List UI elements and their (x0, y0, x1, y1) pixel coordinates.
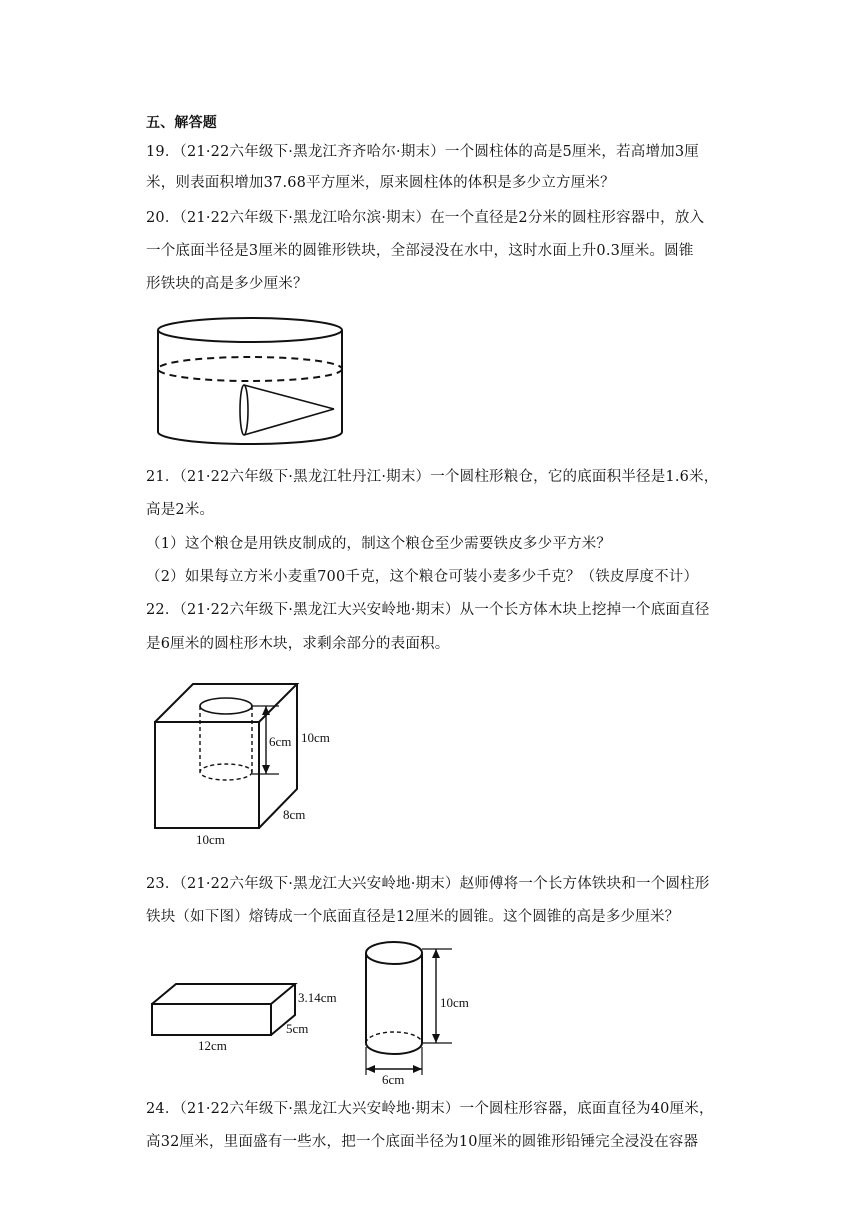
section-title: 五、解答题 (146, 115, 217, 131)
q22-depth-label: 6cm (269, 734, 292, 749)
q19-line-2: 米，则表面积增加37.68平方厘米，原来圆柱体的体积是多少立方厘米？ (146, 175, 615, 191)
q23-box-length-label: 12cm (198, 1038, 227, 1053)
q22-width-label: 8cm (283, 807, 306, 822)
q23-line-2: 铁块（如下图）熔铸成一个底面直径是12厘米的圆锥。这个圆锥的高是多少厘米？ (146, 909, 680, 925)
q21-part-1: （1）这个粮仓是用铁皮制成的，制这个粮仓至少需要铁皮多少平方米？ (146, 536, 612, 552)
q20-figure-container-with-cone (154, 314, 354, 449)
q22-height-label: 10cm (301, 730, 330, 745)
q20-line-2: 一个底面半径是3厘米的圆锥形铁块，全部浸没在水中，这时水面上升0.3厘米。圆锥 (146, 243, 694, 259)
q21-line-1: 21．（21·22六年级下·黑龙江牡丹江·期末）一个圆柱形粮仓，它的底面积半径是1.6米， (146, 469, 719, 485)
q23-line-1: 23．（21·22六年级下·黑龙江大兴安岭地·期末）赵师傅将一个长方体铁块和一个圆柱形 (146, 876, 710, 892)
q23-cyl-diameter-label: 6cm (382, 1072, 405, 1087)
q23-cyl-height-label: 10cm (440, 995, 469, 1010)
q20-line-3: 形铁块的高是多少厘米？ (146, 276, 308, 292)
q23-figure-cylinder (356, 935, 486, 1087)
q23-figure-cuboid (146, 975, 356, 1055)
q22-figure-cuboid-with-hole (146, 676, 356, 851)
q22-length-label: 10cm (196, 832, 225, 847)
q20-line-1: 20．（21·22六年级下·黑龙江哈尔滨·期末）在一个直径是2分米的圆柱形容器中，放入 (146, 210, 705, 226)
q22-line-1: 22．（21·22六年级下·黑龙江大兴安岭地·期末）从一个长方体木块上挖掉一个底面直径 (146, 602, 710, 618)
q23-box-height-label: 3.14cm (298, 990, 337, 1005)
q21-part-2: （2）如果每立方米小麦重700千克，这个粮仓可装小麦多少千克？（铁皮厚度不计） (146, 569, 699, 585)
q23-box-width-label: 5cm (286, 1021, 309, 1036)
q24-line-2: 高32厘米，里面盛有一些水，把一个底面半径为10厘米的圆锥形铅锤完全浸没在容器 (146, 1134, 699, 1150)
q22-line-2: 是6厘米的圆柱形木块，求剩余部分的表面积。 (146, 636, 450, 652)
q19-line-1: 19．（21·22六年级下·黑龙江齐齐哈尔·期末）一个圆柱体的高是5厘米，若高增加3厘 (146, 144, 699, 160)
q24-line-1: 24．（21·22六年级下·黑龙江大兴安岭地·期末）一个圆柱形容器，底面直径为40厘米， (146, 1101, 714, 1117)
q21-line-2: 高是2米。 (146, 502, 215, 518)
